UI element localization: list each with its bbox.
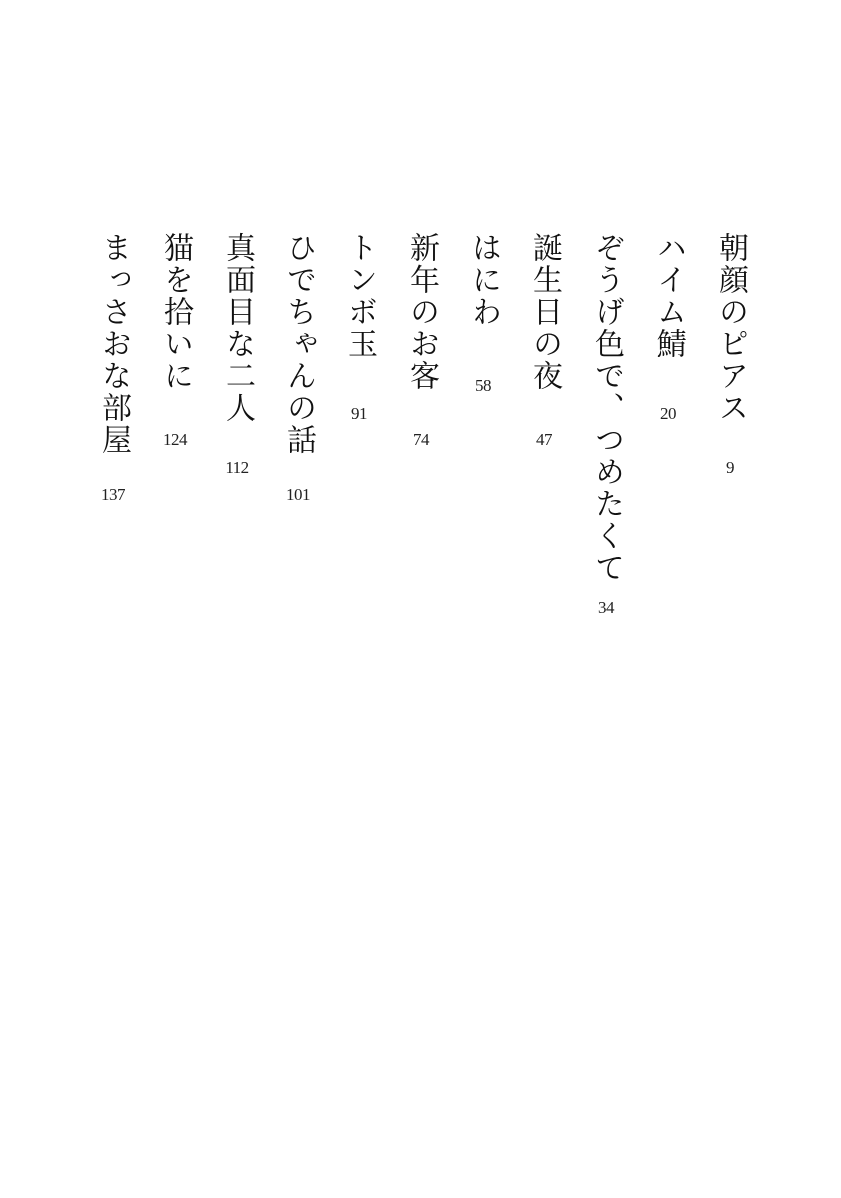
toc-title: ハイム鯖 [651,232,686,360]
toc-page-number: 47 [536,430,552,449]
toc-entry[interactable] [461,232,505,395]
toc-page-number: 137 [101,485,125,504]
toc-page-number: 91 [351,404,367,423]
toc-entry[interactable] [276,232,320,504]
toc-page-number: 101 [286,485,310,504]
toc-entry[interactable] [153,232,197,449]
toc-title: はにわ [466,232,501,328]
toc-entry[interactable] [708,232,752,477]
toc-title: 朝顔のピアス [713,232,748,424]
toc-page-number: 58 [475,376,491,395]
toc-title: ぞうげ色で、つめたくて [589,232,624,584]
toc-entry[interactable] [215,232,259,477]
toc-entry[interactable] [522,232,566,449]
toc-page-number: 34 [598,598,614,617]
toc-title: 真面目な二人 [220,232,255,424]
toc-page-number: 112 [225,458,249,477]
toc-title: 新年のお客 [404,232,439,392]
toc-title: 誕生日の夜 [527,232,562,392]
toc-entry[interactable] [399,232,443,449]
toc-page-number: 9 [726,458,734,477]
toc-page-number: 74 [413,430,429,449]
toc-title: ひでちゃんの話 [281,232,316,456]
toc-page-number: 20 [660,404,676,423]
toc-entry[interactable] [337,232,381,423]
toc-title: 猫を拾いに [158,232,193,392]
toc-page-number: 124 [163,430,187,449]
toc-entry[interactable] [584,232,628,617]
toc-entry[interactable] [91,232,135,504]
toc-entry[interactable] [646,232,690,423]
toc-title: まっさおな部屋 [96,232,131,456]
toc-title: トンボ玉 [342,232,377,360]
